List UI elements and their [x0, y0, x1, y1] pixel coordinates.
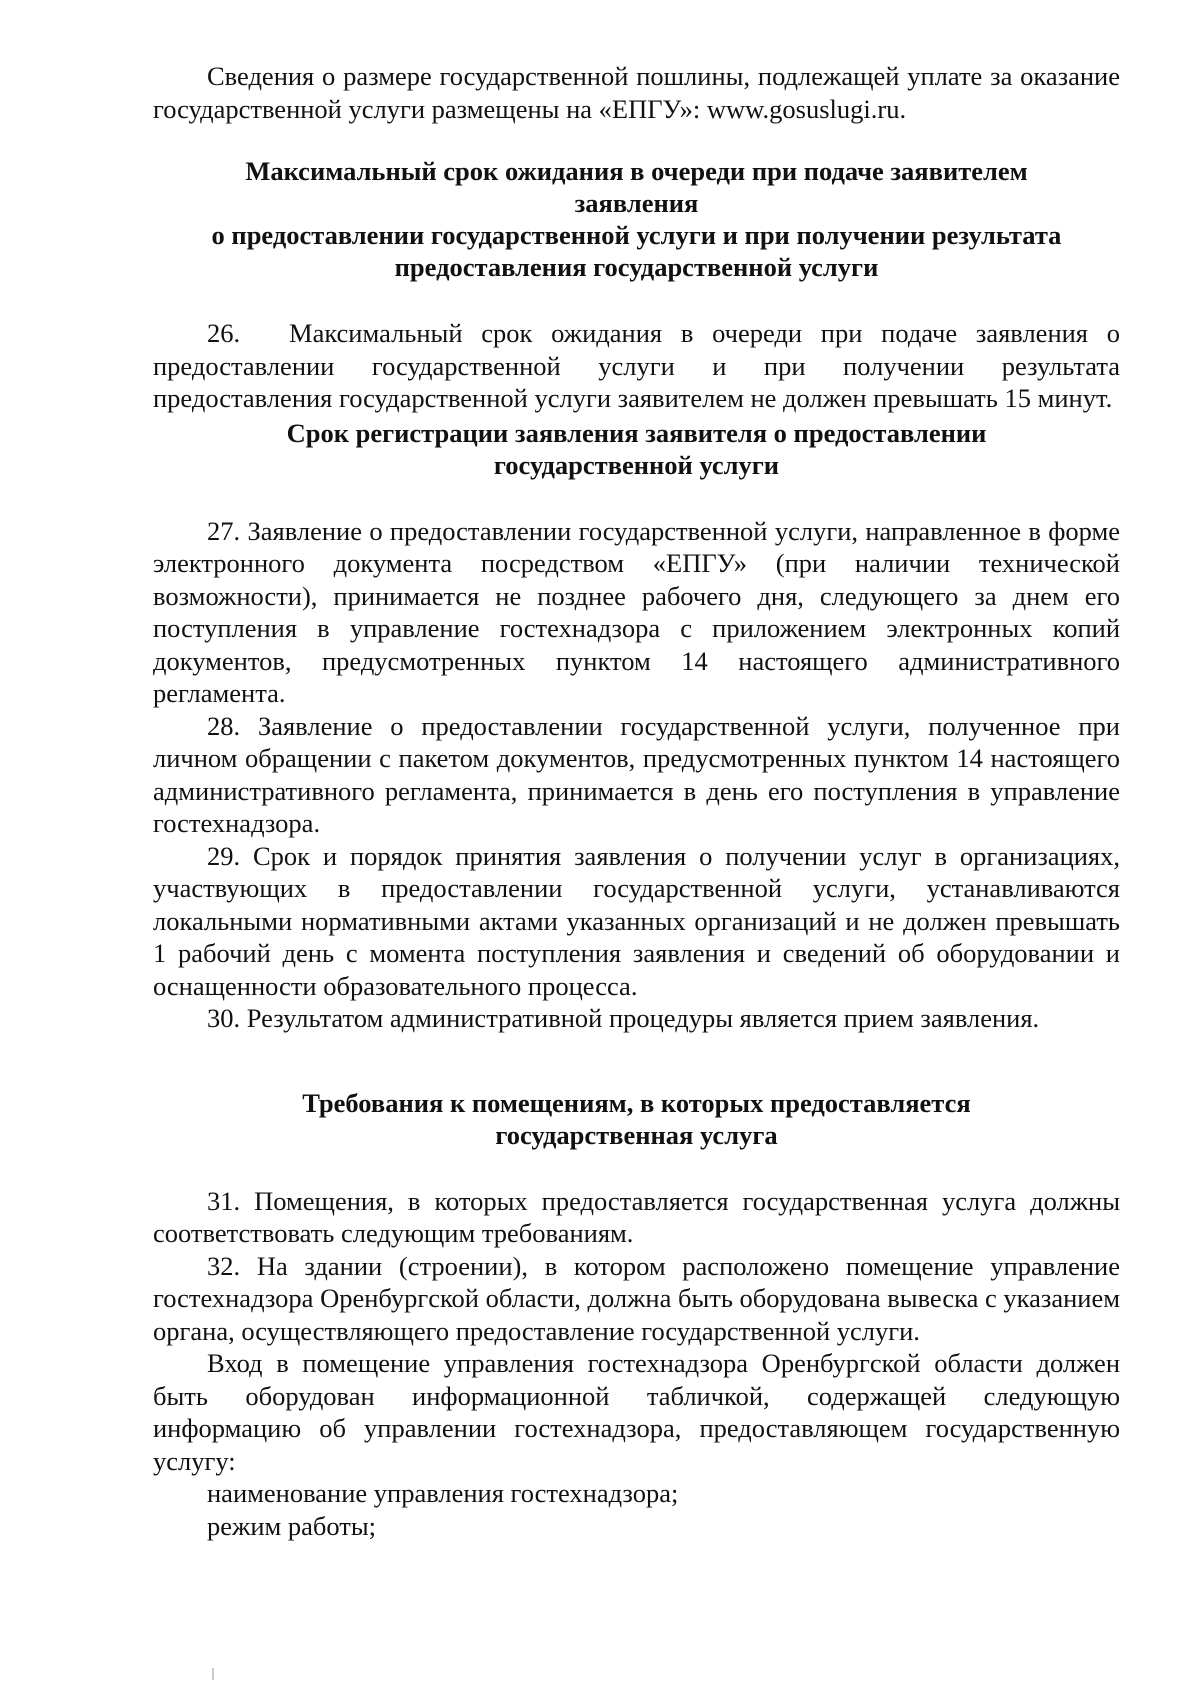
- spacer: [153, 1151, 1120, 1185]
- spacer: [153, 1035, 1120, 1087]
- heading-line: заявления: [574, 188, 699, 218]
- spacer: [153, 481, 1120, 515]
- heading-line: Требования к помещениям, в которых предоставляется: [302, 1087, 971, 1118]
- paragraph-29: 29. Срок и порядок принятия заявления о получении услуг в организациях, участвующих в предоставлении государственной услуги, устанавливаются локальными нормативными актами указанных организаций и не должен превышать 1 рабочий день с момента поступления заявления и сведений об оборудовании и оснащенности образовательного процесса.: [153, 840, 1120, 1001]
- heading-line: Срок регистрации заявления заявителя о предоставлении: [286, 417, 987, 448]
- spacer: [153, 283, 1120, 317]
- document-page: [153, 60, 1120, 1542]
- heading-queue-time: [153, 155, 1120, 283]
- paragraph-27: 27. Заявление о предоставлении государственной услуги, направленное в форме электронного документа посредством «ЕПГУ» (при наличии технической возможности), принимается не позднее рабочего дня, следующего за днем его поступления в управление гостехнадзора с приложением электронных копий документов, предусмотренных пунктом 14 настоящего административного регламента.: [153, 515, 1120, 708]
- paragraph-32: 32. На здании (строении), в котором расположено помещение управление гостехнадзора Оренбургской области, должна быть оборудована вывеска с указанием органа, осуществляющего предоставление государственной услуги.: [153, 1250, 1120, 1346]
- paragraph-text: Максимальный срок ожидания в очереди при подаче заявления о предоставлении государственной услуги и при получении результата предоставления государственной услуги заявителем не должен превышать 15 минут.: [153, 318, 1120, 413]
- paragraph-28: 28. Заявление о предоставлении государственной услуги, полученное при личном обращении с пакетом документов, предусмотренных пунктом 14 настоящего административного регламента, принимается в день его поступления в управление гостехнадзора.: [153, 710, 1120, 838]
- paragraph-30: 30. Результатом административной процедуры является прием заявления.: [207, 1003, 1040, 1033]
- heading-line: государственная услуга: [495, 1119, 778, 1150]
- heading-line: предоставления государственной услуги: [394, 252, 879, 282]
- spacer: [153, 125, 1120, 155]
- paragraph-26: [153, 317, 1120, 415]
- heading-premises-requirements: [153, 1087, 1120, 1151]
- fee-info-paragraph: Сведения о размере государственной пошлины, подлежащей уплате за оказание государственной услуги размещены на «ЕПГУ»: www.gosuslugi.ru.: [153, 61, 1120, 124]
- scan-mark: [212, 1668, 214, 1680]
- list-item: наименование управления гостехнадзора;: [207, 1478, 679, 1508]
- heading-registration-term: [153, 417, 1120, 481]
- paragraph-number: 26.: [207, 318, 241, 348]
- list-item: режим работы;: [207, 1510, 377, 1541]
- heading-line: государственной услуги: [493, 449, 780, 480]
- paragraph-31: 31. Помещения, в которых предоставляется государственная услуга должны соответствовать следующим требованиям.: [153, 1185, 1120, 1248]
- heading-line: Максимальный срок ожидания в очереди при подаче заявителем: [245, 156, 1028, 186]
- entrance-paragraph: Вход в помещение управления гостехнадзора Оренбургской области должен быть оборудован информационной табличкой, содержащей следующую информацию об управлении гостехнадзора, предоставляющем государственную услугу:: [153, 1348, 1120, 1476]
- heading-line: о предоставлении государственной услуги и при получении результата: [211, 220, 1062, 250]
